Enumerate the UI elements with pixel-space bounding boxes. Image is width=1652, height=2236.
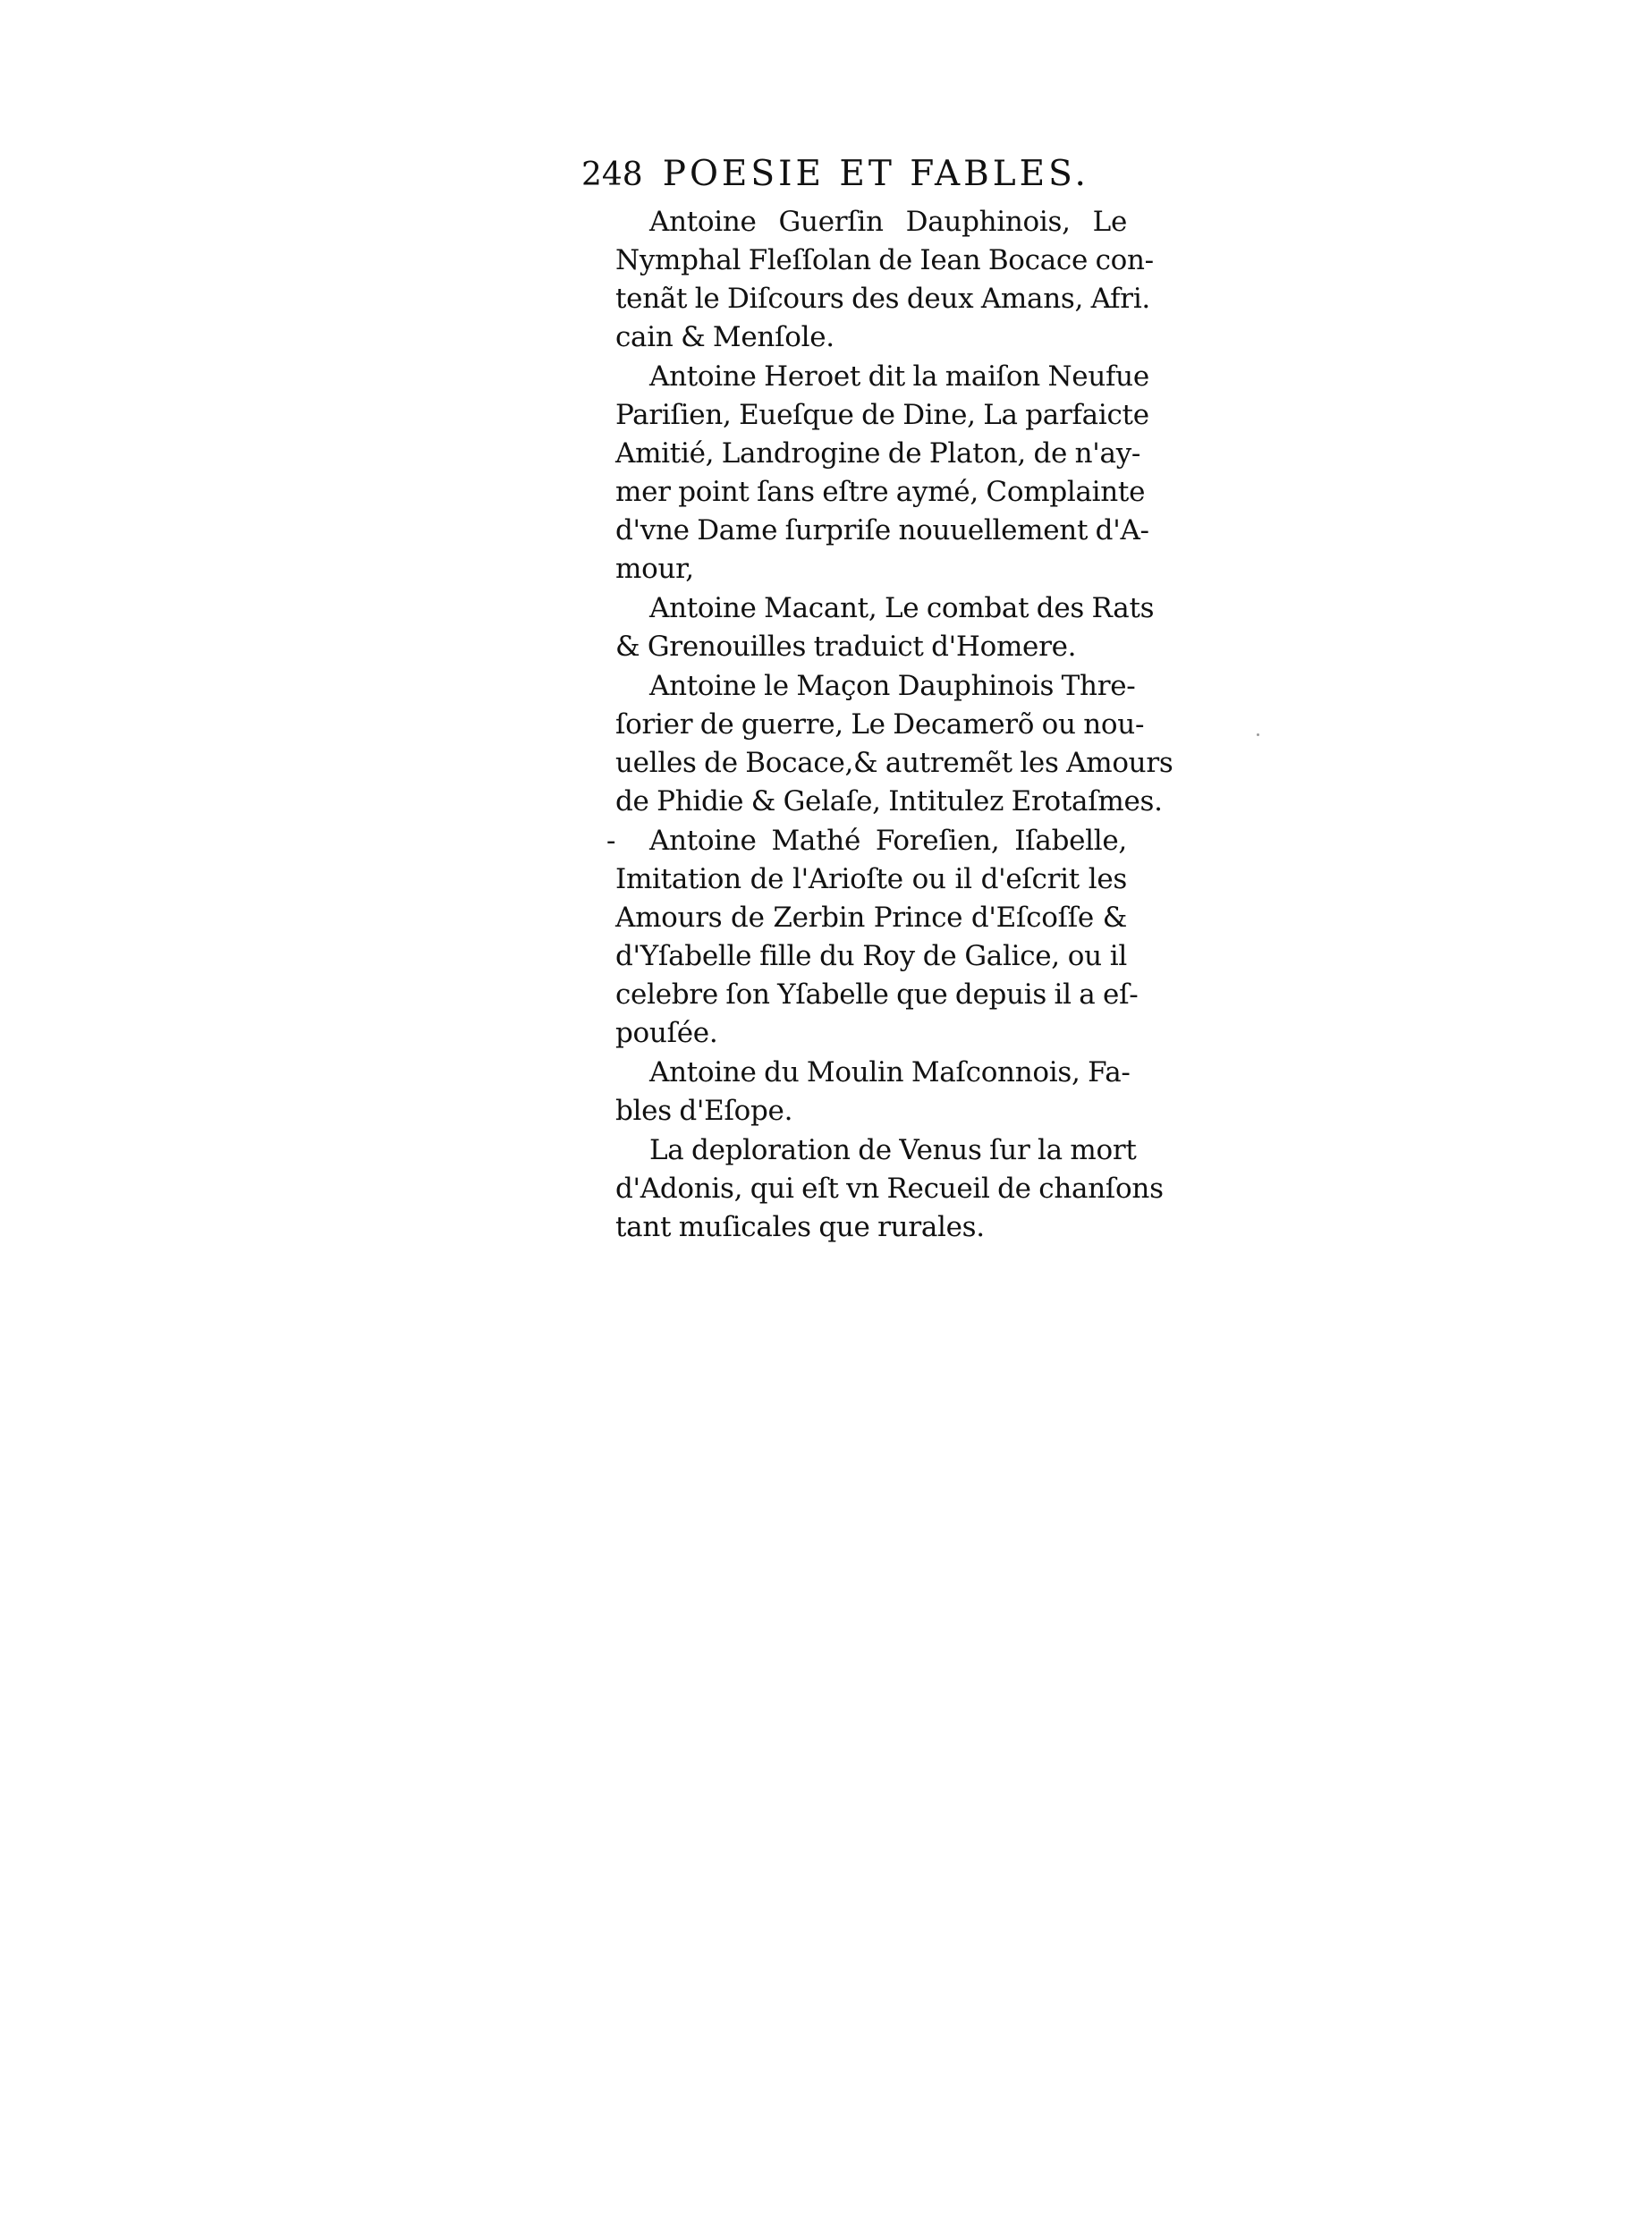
entry-line: de Phidie & Gelaſe, Intitulez Erotaſmes.	[615, 785, 1163, 817]
book-page	[581, 154, 1173, 1248]
entry-deploration	[581, 1131, 1164, 1247]
entry-line: Amours de Zerbin Prince d'Eſcoſſe &	[615, 902, 1127, 934]
entry-line: ſorier de guerre, Le Decamerõ ou nou-	[615, 708, 1145, 741]
entry-line: celebre ſon Yſabelle que depuis il a eſ-	[615, 978, 1139, 1011]
page-header	[581, 154, 1127, 203]
entry-line: Antoine Heroet dit la maiſon Neufue	[649, 360, 1149, 393]
entry-line: Antoine Guerſin Dauphinois, Le	[649, 206, 1127, 238]
entry-le-macon	[581, 667, 1173, 821]
entry-line: Antoine le Maçon Dauphinois Thre-	[649, 670, 1136, 702]
entry-line: Imitation de l'Arioſte ou il d'eſcrit les	[615, 863, 1127, 895]
entry-du-moulin	[581, 1054, 1131, 1131]
entry-line: tant muſicales que rurales.	[615, 1211, 985, 1243]
entry-guersin	[581, 203, 1154, 357]
entry-mathe	[581, 822, 1139, 1053]
entry-line: & Grenouilles traduict d'Homere.	[615, 631, 1077, 663]
entry-line: d'vne Dame ſurpriſe nouuellement d'A-	[615, 514, 1149, 546]
entry-line: bles d'Eſope.	[615, 1095, 793, 1127]
entry-line: La deploration de Venus ſur la mort	[649, 1134, 1137, 1166]
entry-line: pouſée.	[615, 1017, 718, 1049]
entry-line: mer point ſans eſtre aymé, Complainte	[615, 476, 1146, 508]
entry-line: Nymphal Fleſſolan de Iean Bocace con-	[615, 244, 1154, 276]
page-number: 248	[581, 157, 643, 193]
running-title: POESIE ET FABLES.	[662, 154, 1089, 194]
entry-list	[581, 203, 1173, 1247]
entry-line: d'Yſabelle fille du Roy de Galice, ou il	[615, 940, 1127, 972]
entry-line: Amitié, Landrogine de Platon, de n'ay-	[615, 437, 1141, 470]
entry-line: Antoine Macant, Le combat des Rats	[649, 592, 1155, 624]
margin-dash-mark: -	[606, 825, 616, 857]
scan-speck	[1257, 733, 1259, 736]
entry-line: Pariſien, Eueſque de Dine, La parfaicte	[615, 399, 1149, 431]
entry-heroet	[581, 358, 1149, 589]
entry-line: Antoine du Moulin Maſconnois, Fa-	[649, 1056, 1131, 1088]
entry-line: uelles de Bocace,& autremẽt les Amours	[615, 747, 1173, 779]
entry-line: tenãt le Diſcours des deux Amans, Afri.	[615, 283, 1150, 315]
entry-macant	[581, 589, 1155, 666]
entry-line: d'Adonis, qui eſt vn Recueil de chanſons	[615, 1173, 1164, 1205]
entry-line: mour,	[615, 553, 694, 585]
entry-line: Antoine Mathé Foreſien, Iſabelle,	[649, 825, 1127, 857]
entry-line: cain & Menſole.	[615, 321, 834, 353]
